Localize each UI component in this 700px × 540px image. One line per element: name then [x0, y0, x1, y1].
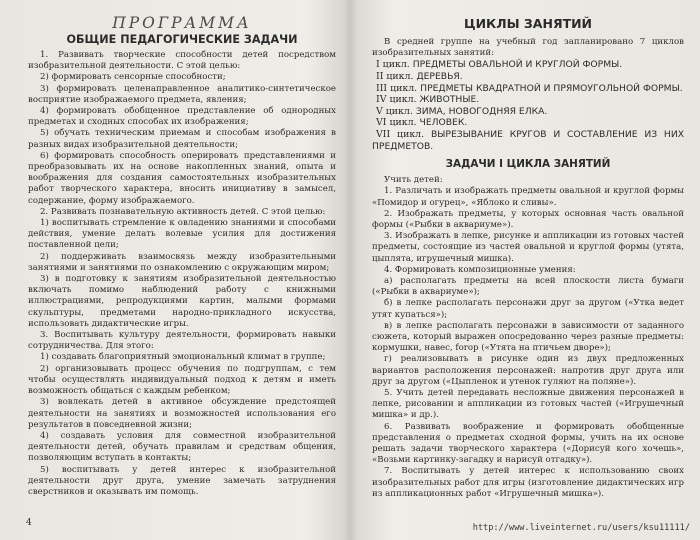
paragraph: 5. Учить детей передавать несложные движения персонажей в лепке, рисовании и аппликации из готовых частей («Игрушечный мишка» и др.). — [372, 388, 684, 421]
paragraph: 5) обучать техническим приемам и способам изображения в разных видах изобразительной деятельности; — [28, 128, 336, 150]
paragraph: г) реализовывать в рисунке один из двух предложенных вариантов расположения персонажей: напротив друг друга или друг за другом («Цыпленок и утенок гуляют на поляне»). — [372, 354, 684, 387]
paragraph: 3) вовлекать детей в активное обсуждение предстоящей деятельности на занятиях и возможностей использования его результатов в повседневной жизни; — [28, 397, 336, 430]
paragraph: 6. Развивать воображение и формировать обобщенные представления о предметах сходной формы, учить на их основе решать задачи творческого характера («Дорисуй кого хочешь», «Возьми картинку-загадку и нарисуй отгадку»). — [372, 421, 684, 466]
paragraph: 3. Воспитывать культуру деятельности, формировать навыки сотрудничества. Для этого: — [28, 330, 336, 352]
paragraph: 2) формировать сенсорные способности; — [40, 72, 226, 83]
cycle-number: I цикл. — [376, 59, 410, 71]
subsection-title-cycle-tasks: ЗАДАЧИ I ЦИКЛА ЗАНЯТИЙ — [445, 158, 611, 171]
watermark-url: http://www.liveinternet.ru/users/ksu11111/ — [472, 523, 690, 533]
cycle-item — [372, 117, 684, 129]
paragraph: 4) создавать условия для совместной изобразительной деятельности детей, обучать правилам и средствам общения, позволяющим вступать в контакты; — [28, 430, 336, 464]
cycle-name: ПРЕДМЕТЫ КВАДРАТНОЙ И ПРЯМОУГОЛЬНОЙ ФОРМЫ. — [420, 82, 683, 94]
cycle-item — [372, 94, 684, 106]
cycle-name: ЗИМА, НОВОГОДНЯЯ ЕЛКА. — [415, 105, 548, 117]
paragraph: 7. Воспитывать у детей интерес к использованию своих изобразительных работ для игры (изготовление дидактических игр из аппликационных работ «Игрушечный мишка»). — [372, 466, 684, 499]
paragraph: 4) формировать обобщенное представление об однородных предметах и сходных способах их изображения; — [28, 106, 336, 128]
paragraph: 4. Формировать композиционные умения: — [384, 264, 576, 275]
paragraph: 1. Различать и изображать предметы овальной и круглой формы «Помидор и огурец», «Яблоко и сливы». — [372, 186, 684, 208]
cycle-name: ПРЕДМЕТЫ ОВАЛЬНОЙ И КРУГЛОЙ ФОРМЫ. — [412, 59, 623, 71]
section-title-general-tasks: ОБЩИЕ ПЕДАГОГИЧЕСКИЕ ЗАДАЧИ — [66, 33, 298, 46]
paragraph: 3. Изображать в лепке, рисунке и аппликации из готовых частей предметы, состоящие из частей овальной и круглой формы (утята, цыплята, игрушечный мишка). — [372, 231, 684, 264]
cycle-name: ВЫРЕЗЫВАНИЕ КРУГОВ И СОСТАВЛЕНИЕ ИЗ НИХ ПРЕДМЕТОВ. — [372, 128, 685, 152]
paragraph: б) в лепке располагать персонажи друг за другом («Утка ведет утят купаться»); — [372, 298, 684, 320]
page-number: 4 — [26, 518, 32, 528]
paragraph: 1. Развивать творческие способности детей посредством изобразительной деятельности. С этой целью: — [28, 50, 336, 72]
cycle-item — [372, 106, 684, 118]
paragraph: 5) воспитывать у детей интерес к изобразительной деятельности друг друга, умение замечать затруднения сверстников и оказывать им помощь. — [28, 464, 336, 497]
cycle-name: ЖИВОТНЫЕ. — [419, 94, 480, 106]
cycle-number: V цикл. — [376, 105, 413, 117]
paragraph: в) в лепке располагать персонажи в зависимости от заданного сюжета, который выражен опосредованно через разные предметы: кормушки, навес, forop («Утята на птичьем дворе»); — [372, 320, 684, 354]
paragraph: 2) поддерживать взаимосвязь между изобразительными занятиями и занятиями по ознакомлению с окружающим миром; — [28, 251, 336, 273]
paragraph: 2) организовывать процесс обучения по подгруппам, с тем чтобы осуществлять индивидуальный подход к детям и иметь возможность общаться с каждым ребенком; — [28, 363, 336, 397]
cycle-name: ДЕРЕВЬЯ. — [416, 71, 463, 82]
paragraph: а) располагать предметы на всей плоскости листа бумаги («Рыбки в аквариуме»); — [372, 275, 684, 298]
cycle-number: VI цикл. — [376, 117, 417, 129]
cycle-number: II цикл. — [376, 71, 414, 82]
paragraph: 1) воспитывать стремление к овладению знаниями и способами действия, умение делать волевые усилия для достижения поставленной цели; — [28, 218, 336, 251]
cycle-item — [372, 71, 684, 83]
cycle-item — [372, 129, 684, 152]
paragraph: Учить детей: — [384, 175, 443, 186]
cycle-item — [372, 59, 684, 71]
cycle-item — [372, 83, 684, 95]
program-title: ПРОГРАММА — [112, 14, 252, 32]
section-title-cycles: ЦИКЛЫ ЗАНЯТИЙ — [463, 16, 593, 31]
cycle-number: VII цикл. — [376, 128, 425, 140]
paragraph: 2. Развивать познавательную активность детей. С этой целью: — [40, 206, 326, 217]
paragraph: 6) формировать способность оперировать представлениями и преобразовывать их на основе накопленных знаний, опыта и воображения для создания самостоятельных изобразительных работ творческого характера, вносить инициативу в замысел, содержание, форму изображаемого. — [28, 150, 336, 206]
cycle-name: ЧЕЛОВЕК. — [419, 117, 468, 129]
cycles-intro: В средней группе на учебный год запланировано 7 циклов изобразительных занятий: — [372, 37, 684, 59]
right-page — [352, 0, 700, 540]
paragraph: 2. Изображать предметы, у которых основная часть овальной формы («Рыбки в аквариуме»). — [372, 208, 684, 230]
cycle-number: III цикл. — [376, 82, 418, 94]
paragraph: 3) формировать целенаправленное аналитико-синтетическое восприятие изображаемого предмета, явления; — [28, 83, 336, 105]
paragraph: 3) в подготовку к занятиям изобразительной деятельностью включать помимо наблюдений работу с книжными иллюстрациями, репродукциями картин, малыми формами скульптуры, предметами народно-прикладного искусства, использовать дидактические игры. — [28, 274, 336, 329]
paragraph: 1) создавать благоприятный эмоциональный климат в группе; — [40, 352, 326, 363]
cycle-number: IV цикл. — [376, 94, 417, 106]
